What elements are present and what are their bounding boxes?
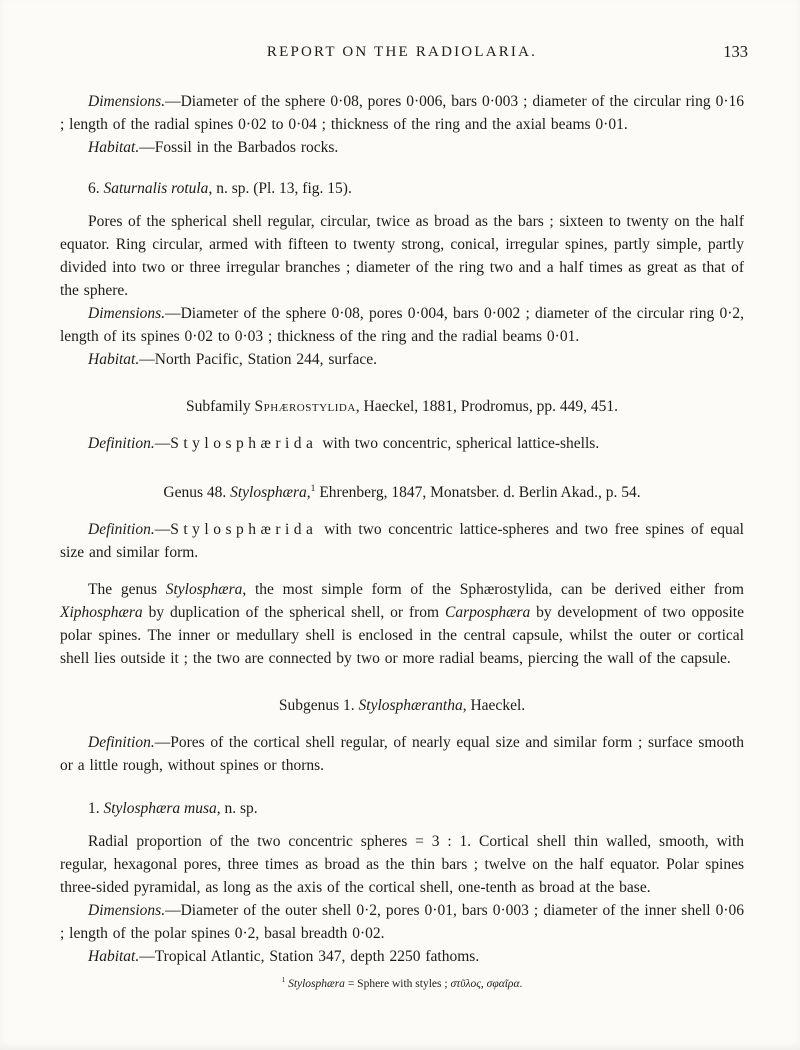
paragraph-dimensions-stylosphaera-musa: Dimensions.—Diameter of the outer shell 0·2, pores 0·01, bars 0·003 ; diameter of the inner shell 0·06 ; length of the polar spines 0·2, basal breadth 0·02. <box>60 902 744 942</box>
species-heading-saturnalis-rotula: 6. Saturnalis rotula, n. sp. (Pl. 13, fig. 15). <box>88 180 352 197</box>
species-heading-stylosphaera-musa: 1. Stylosphæra musa, n. sp. <box>88 800 258 817</box>
page-number: 133 <box>723 42 748 61</box>
running-title: REPORT ON THE RADIOLARIA. <box>266 44 538 60</box>
paragraph-definition-stylosphaera: Definition.—Stylosphærida with two concentric lattice-spheres and two free spines of equal size and similar form. <box>60 521 744 561</box>
paragraph-definition-stylosphaerantha: Definition.—Pores of the cortical shell regular, of nearly equal size and similar form ; surface smooth or a little rough, without spines or thorns. <box>60 734 744 774</box>
footnote-stylosphaera-etymology: $^1$ Stylosphæra = Sphere with styles ; στῦλος, σφαῖρα. <box>281 976 523 990</box>
paragraph-definition-sphaerostylida: Definition.—Stylosphærida with two concentric, spherical lattice-shells. <box>88 435 600 452</box>
subfamily-heading-sphaerostylida: Subfamily Sphærostylida, Haeckel, 1881, Prodromus, pp. 449, 451. <box>186 398 618 415</box>
genus-heading-stylosphaera: Genus 48. Stylosphæra,$^1$ Ehrenberg, 1847, Monatsber. d. Berlin Akad., p. 54. <box>163 482 641 501</box>
page-header <box>60 42 748 68</box>
paragraph-dimensions-prior-species: Dimensions.—Diameter of the sphere 0·08, pores 0·006, bars 0·003 ; diameter of the circular ring 0·16 ; length of the radial spines 0·02 to 0·04 ; thickness of the ring and the axial beams 0·01. <box>60 93 744 133</box>
paragraph-description-saturnalis-rotula: Pores of the spherical shell regular, circular, twice as broad as the bars ; sixteen to twenty on the half equator. Ring circular, armed with fifteen to twenty strong, conical, irregular spines, partly simple, partly divided into two or three irregular branches ; diameter of the ring two and a half times as great as that of the sphere. <box>60 213 744 299</box>
paragraph-genus-discussion: The genus Stylosphæra, the most simple form of the Sphærostylida, can be derived either from Xiphosphæra by duplication of the spherical shell, or from Carposphæra by development of two opposite polar spines. The inner or medullary shell is enclosed in the central capsule, whilst the outer or cortical shell lies outside it ; the two are connected by two or more radial beams, piercing the wall of the capsule. <box>60 581 744 667</box>
paragraph-habitat-prior-species: Habitat.—Fossil in the Barbados rocks. <box>88 139 339 156</box>
paragraph-habitat-stylosphaera-musa: Habitat.—Tropical Atlantic, Station 347, depth 2250 fathoms. <box>88 948 480 965</box>
paragraph-habitat-saturnalis-rotula: Habitat.—North Pacific, Station 244, surface. <box>88 351 377 368</box>
subgenus-heading-stylosphaerantha: Subgenus 1. Stylosphærantha, Haeckel. <box>278 697 526 714</box>
paragraph-dimensions-saturnalis-rotula: Dimensions.—Diameter of the sphere 0·08, pores 0·004, bars 0·002 ; diameter of the circular ring 0·2, length of its spines 0·02 to 0·03 ; thickness of the ring and the radial beams 0·01. <box>60 305 744 345</box>
paragraph-description-stylosphaera-musa: Radial proportion of the two concentric spheres = 3 : 1. Cortical shell thin walled, smooth, with regular, hexagonal pores, three times as broad as the thin bars ; twelve on the half equator. Polar spines three-sided pyramidal, as long as the axis of the cortical shell, one-tenth as broad at the base. <box>60 833 744 896</box>
